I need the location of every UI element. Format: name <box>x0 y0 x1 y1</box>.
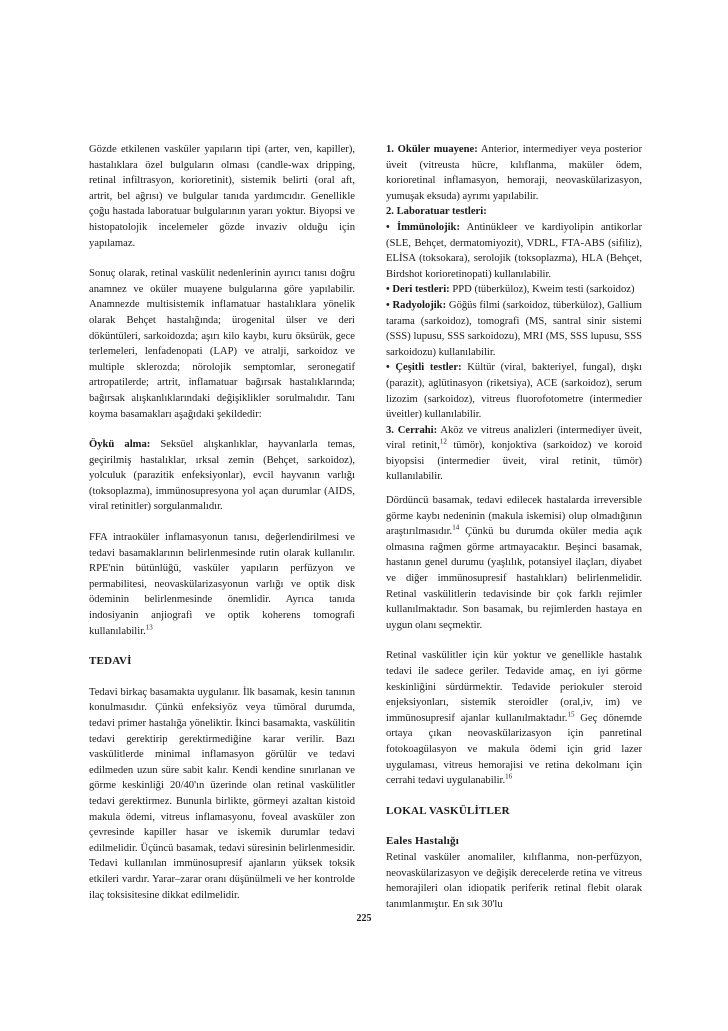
history-label: Öykü alma: <box>89 439 151 451</box>
bullet-radiological <box>386 298 642 360</box>
citation-ref: 13 <box>145 623 153 632</box>
lab-tests-label: 2. Laboratuar testleri: <box>386 206 487 218</box>
list-item-surgical <box>386 423 642 485</box>
section-heading-tedavi: TEDAVİ <box>89 655 132 668</box>
immunological-text: Antinükleer ve kardiyolipin antikorlar (SLE, Behçet, dermatomiyozit), VDRL, FTA-ABS (sifiliz), ELİSA (toksokara), serolojik (toksoplazma), HLA (Behçet, Birdshot korioretinopati) kullanılabilir. <box>386 221 643 280</box>
surgical-text-a: Aköz ve vitreus analizleri (intermediyer üveit, viral retinit, <box>386 424 642 452</box>
paragraph-ffa <box>89 530 355 639</box>
skin-tests-label: Deri testleri: <box>392 284 450 296</box>
citation-ref: 16 <box>505 772 513 781</box>
subheading-eales: Eales Hastalığı <box>386 835 459 848</box>
radiological-text: Göğüs filmi (sarkoidoz, tüberküloz), Gallium tarama (sarkoidoz), tomografi (MS, santral sinir sistemi (SSS) lupusu, SSS sarkoidozu), MRI (MS, SSS lupusu, SSS sarkoidozu) kullanılabilir. <box>386 299 642 358</box>
left-column <box>89 142 355 903</box>
retinal-text-a: Retinal vaskülitler için kür yoktur ve genellikle hastalık tedavi ile sadece geriler. Tedavide amaç, en iyi görme keskinliğini sürdürmektir. Tedavide periokuler steroid enjeksiyonları, sistemik steroidler (oral,iv, im) ve immünosupresif ajanlar kullanılmaktadır. <box>386 650 642 724</box>
immunological-label: İmmünolojik: <box>396 221 460 233</box>
radiological-label: Radyolojik: <box>392 299 447 311</box>
paragraph-treatment: Tedavi birkaç basamakta uygulanır. İlk basamak, kesin tanının konulmasıdır. Çünkü enfeksiyöz veya tümöral durumda, tedavi primer hastalığa yöneliktir. İkinci basamakta, vaskülitin tedavi gerektirip gerektirmediğine karar verilir. Bazı vaskülitlerde minimal inflamasyon görülür ve tedavi edilmeden uzun süre sabit kalır. Kendi kendine sınırlanan ve görme keskinliği 20/40'ın üzerinde olan retinal vaskülitler tedavi gerektirmez. Bununla birlikte, görmeyi azaltan kistoid makula ödemi, vitreus inflamasyonu, foveal avasküler zon çevresinde kapiller hasar ve iskemik durumlar tedavi edilmelidir. Üçüncü basamak, tedavi süresinin belirlenmesidir. Tedavi kullanılan immünosupresif ajanların yüksek toksik etkileri vardır. Yarar–zarar oranı düşünülmeli ve her kontrolde ilaç toksisitesine dikkat edilmelidir. <box>89 686 355 901</box>
various-tests-text: Kültür (viral, bakteriyel, fungal), dışkı (parazit), aglütinasyon (riketsiya), ACE (sarkoidoz), serum lizozim (sarkoidoz), vitreus fluorofotometre (intermedier üveitler) kullanılabilir. <box>386 362 642 421</box>
various-tests-label: Çeşitli testler: <box>395 362 462 374</box>
list-item-lab-tests <box>386 204 642 220</box>
section-heading-local-vasculitis: LOKAL VASKÜLİTLER <box>386 804 510 817</box>
ocular-exam-text: Anterior, intermediyer veya posterior üveit (vitreusta hücre, kılıflanma, maküler ödem, korioretinal inflamasyon, hemoraji, neovaskülarizasyon, yumuşak eksuda) ayrımı yapılabilir. <box>386 144 642 202</box>
paragraph-conclusion: Sonuç olarak, retinal vaskülit nedenlerinin ayırıcı tanısı doğru anamnez ve oküler muayene bulgularına göre yapılabilir. Anamnezde multisistemik inflamatuar hastalıklara yönelik olarak Behçet hastalığında; ürogenital ülser ve deri döküntüleri, sarkoidozda; aşırı kilo kaybı, kuru öksürük, gece terlemeleri, lenfadenopati (LAP) ve atralji, sarkoidoz ve multiple sklerozda; nörolojik semptomlar, seronegatif artropatilerde; artrit, inflamatuar bağırsak hastalıklarında; bağırsak alışkanlıklarındaki değişiklikler sorulmalıdır. Tanı koyma basamakları aşağıdaki şekildedir: <box>89 268 355 420</box>
surgical-text-b: tümör), konjoktiva (sarkoidoz) ve koroid biyopsisi (intermedier üveit, viral retinit, tümör) kullanılabilir. <box>386 440 642 483</box>
citation-ref: 12 <box>439 437 447 446</box>
paragraph-eales: Retinal vasküler anomaliler, kılıflanma, non-perfüzyon, neovaskülarizasyon ve değişik derecelerde retina ve vitreus hemorajileri olan idiopatik periferik retinal flebit olarak tanımlanmıştır. En sık 30'lu <box>386 851 642 910</box>
skin-tests-text: PPD (tüberküloz), Kweim testi (sarkoidoz) <box>449 284 635 296</box>
bullet-various-tests <box>386 360 642 422</box>
citation-ref: 14 <box>452 523 460 532</box>
history-text: Seksüel alışkanlıklar, hayvanlarla temas, geçirilmiş hastalıklar, ırksal zemin (Behçet, sarkoidoz), yolculuk (parazitik enfeksiyonlar), evcil hayvanın varlığı (toksoplazma), immünosupresyona yol açan durumlar (AIDS, viral retinitler) sorgulanmalıdır. <box>89 439 356 513</box>
retinal-text-b: Geç dönemde ortaya çıkan neovaskülarizasyon için panretinal fotokoagülasyon ve makula ödemi için grid lazer uygulaması, vitreus hemorajisi ve retina dekolmanı için cerrahi tedavi uygulanabilir. <box>386 712 642 787</box>
citation-ref: 15 <box>567 710 575 719</box>
paragraph-history <box>89 437 355 515</box>
surgical-label: 3. Cerrahi: <box>386 424 438 436</box>
ocular-exam-label: 1. Oküler muayene: <box>386 144 478 155</box>
right-column <box>386 142 642 912</box>
fourth-step-text-b: Çünkü bu durumda oküler media açık olmasına rağmen görme artmayacaktır. Beşinci basamak, hastanın genel durumu (yaşlılık, potansiyel ilaçları, diyabet ve diğer immünosupresif hastalıkları) belirlenmelidir. Retinal vaskülitlerin tedavisinde bir çok farklı rejimler kullanılmaktadır. Son basamak, bu rejimlerden hastaya en uygun olanı seçmektir. <box>386 526 642 631</box>
paragraph-diagnosis-intro: Gözde etkilenen vasküler yapıların tipi (arter, ven, kapiller), hastalıklara özel bulguların olması (candle-wax dripping, retinal infiltrasyon, korioretinit), sistemik belirti (oral aft, artrit, bel ağrısı) ve bulgular tanıda yardımcıdır. Genellikle çoğu hastada laboratuar bulgularının yararı yoktur. Biyopsi ve histopatolojik incelemeler gözde invaziv olduğu için yapılamaz. <box>89 144 355 249</box>
paragraph-fourth-step <box>386 493 642 633</box>
bullet-immunological <box>386 220 642 282</box>
paragraph-retinal-vasculitis-treatment <box>386 648 642 788</box>
bullet-skin-tests <box>386 282 642 298</box>
page-number: 225 <box>356 913 372 924</box>
ffa-text: FFA intraoküler inflamasyonun tanısı, değerlendirilmesi ve tedavi basamaklarının belirlenmesinde rutin olarak kullanılır. RPE'nin bütünlüğü, vasküler yapıların perfüzyon ve permabilitesi, neovaskülarizasyonun varlığı ve optik disk ödeminin belirlenmesinde önemlidir. Ayrıca tanıda indosiyanin anjiografi ve optik koherens tomografi kullanılabilir. <box>89 532 355 637</box>
fourth-step-text-a: Dördüncü basamak, tedavi edilecek hastalarda irreversible görme kaybı nedeninin (makula iskemisi) olup olmadığının araştırılmasıdır. <box>386 495 642 538</box>
list-item-ocular-exam <box>386 142 642 204</box>
